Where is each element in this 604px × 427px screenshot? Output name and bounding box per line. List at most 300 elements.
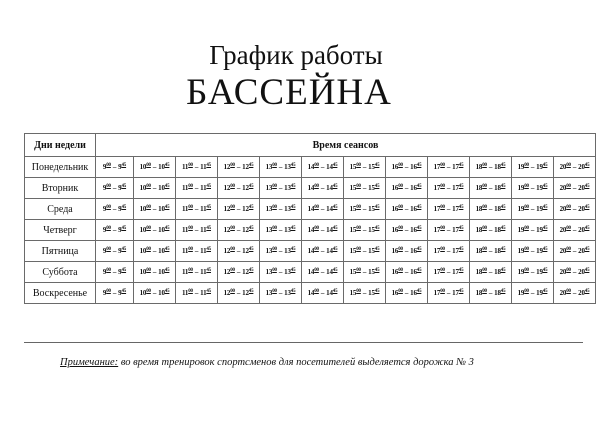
session-end-minutes: 45 [248,268,254,273]
session-end-minutes: 45 [290,289,296,294]
session-cell [386,220,428,241]
session-start-hour: 10 [139,289,147,297]
session-cell [260,262,302,283]
session-end-minutes: 45 [584,163,590,168]
session-cell [554,178,596,199]
table-row [25,157,596,178]
session-dash: – [446,205,451,213]
session-dash: – [278,268,283,276]
session-end-minutes: 45 [500,163,506,168]
note [60,357,474,368]
session-end-minutes: 45 [584,184,590,189]
session-cell [386,199,428,220]
session-start-minutes: 00 [356,226,361,231]
session-start-hour: 13 [265,205,273,213]
title-text-schedule: График работы [209,40,383,70]
session-start-minutes: 00 [230,205,235,210]
session-dash: – [236,289,241,297]
session-dash: – [112,289,117,297]
session-start-minutes: 00 [524,268,529,273]
session-end-hour: 13 [284,289,291,297]
session-dash: – [112,226,117,234]
session-end-hour: 14 [326,163,333,171]
session-start-minutes: 00 [398,184,403,189]
session-start-hour: 13 [265,163,273,171]
session-start-minutes: 00 [106,205,111,210]
session-end-hour: 13 [284,268,291,276]
session-end-hour: 16 [410,205,417,213]
session-dash: – [362,205,367,213]
session-start-hour: 14 [307,289,315,297]
session-cell [218,241,260,262]
session-end-hour: 20 [578,205,585,213]
session-end-hour: 13 [284,163,291,171]
session-end-minutes: 45 [458,226,464,231]
session-start-minutes: 00 [566,184,571,189]
session-end-minutes: 45 [542,226,548,231]
session-start-minutes: 00 [272,163,277,168]
session-end-minutes: 45 [458,268,464,273]
session-start-hour: 17 [433,205,441,213]
session-cell [386,241,428,262]
session-start-hour: 10 [139,247,147,255]
session-dash: – [236,268,241,276]
session-end-minutes: 45 [542,205,548,210]
session-start-hour: 20 [559,205,567,213]
session-cell [470,178,512,199]
session-end-minutes: 45 [542,247,548,252]
session-end-minutes: 45 [416,289,422,294]
session-start-hour: 15 [349,205,357,213]
session-start-minutes: 00 [146,247,151,252]
session-cell [512,178,554,199]
session-start-hour: 11 [182,205,189,213]
session-end-hour: 14 [326,226,333,234]
session-end-minutes: 45 [416,226,422,231]
session-cell [554,241,596,262]
session-start-hour: 16 [391,289,399,297]
session-start-minutes: 00 [398,163,403,168]
session-cell [428,283,470,304]
session-end-minutes: 45 [542,184,548,189]
session-end-minutes: 45 [248,226,254,231]
table-row [25,262,596,283]
session-dash: – [404,163,409,171]
session-start-minutes: 00 [146,268,151,273]
table-row [25,241,596,262]
session-start-minutes: 00 [440,289,445,294]
session-end-hour: 19 [536,289,543,297]
session-start-minutes: 00 [356,205,361,210]
session-start-minutes: 00 [106,184,111,189]
session-cell [176,283,218,304]
session-cell [176,157,218,178]
session-dash: – [488,184,493,192]
session-start-minutes: 00 [188,205,193,210]
session-end-hour: 20 [578,184,585,192]
session-cell [260,283,302,304]
session-dash: – [404,289,409,297]
session-dash: – [488,247,493,255]
session-dash: – [446,226,451,234]
session-cell [386,283,428,304]
session-end-hour: 10 [158,268,165,276]
session-start-hour: 18 [475,205,483,213]
day-cell: Вторник [25,178,96,199]
session-cell [428,241,470,262]
session-end-hour: 16 [410,289,417,297]
session-cell [302,157,344,178]
session-dash: – [530,163,535,171]
session-dash: – [236,184,241,192]
session-end-minutes: 45 [290,247,296,252]
session-dash: – [112,205,117,213]
session-end-hour: 18 [494,226,501,234]
session-start-hour: 19 [517,163,525,171]
session-start-minutes: 00 [440,268,445,273]
session-end-hour: 9 [118,163,122,171]
session-start-hour: 14 [307,247,315,255]
session-start-hour: 12 [223,247,231,255]
session-start-hour: 9 [102,226,107,234]
session-start-minutes: 00 [398,247,403,252]
session-start-minutes: 00 [524,184,529,189]
session-cell [260,157,302,178]
session-end-hour: 17 [452,247,459,255]
session-dash: – [362,184,367,192]
session-cell [428,262,470,283]
session-start-hour: 20 [559,184,567,192]
session-start-minutes: 00 [524,226,529,231]
session-start-minutes: 00 [440,163,445,168]
note-text: во время тренировок спортсменов для посетителей выделяется дорожка № 3 [118,357,474,368]
session-end-hour: 18 [494,205,501,213]
session-start-hour: 15 [349,289,357,297]
session-cell [134,283,176,304]
session-start-hour: 14 [307,184,315,192]
session-start-minutes: 00 [524,289,529,294]
session-dash: – [194,163,199,171]
session-cell [134,199,176,220]
session-start-hour: 12 [223,226,231,234]
session-dash: – [530,184,535,192]
session-end-minutes: 45 [121,226,127,231]
session-end-hour: 15 [368,163,375,171]
session-cell [218,157,260,178]
session-end-hour: 10 [158,163,165,171]
session-end-hour: 14 [326,205,333,213]
session-end-minutes: 45 [164,163,170,168]
session-cell [344,283,386,304]
session-end-hour: 13 [284,247,291,255]
session-start-hour: 11 [182,268,189,276]
session-dash: – [488,163,493,171]
session-start-minutes: 00 [356,268,361,273]
session-end-hour: 20 [578,247,585,255]
session-dash: – [278,184,283,192]
session-start-hour: 11 [182,184,189,192]
session-end-minutes: 45 [332,226,338,231]
session-end-hour: 11 [200,184,207,192]
session-end-hour: 12 [242,247,249,255]
session-cell [176,220,218,241]
session-end-minutes: 45 [416,247,422,252]
session-start-minutes: 00 [482,289,487,294]
session-start-minutes: 00 [566,226,571,231]
session-end-hour: 15 [368,289,375,297]
session-end-minutes: 45 [164,205,170,210]
session-end-minutes: 45 [584,205,590,210]
session-end-minutes: 45 [416,184,422,189]
session-dash: – [446,268,451,276]
session-cell [96,220,134,241]
session-end-hour: 9 [118,226,122,234]
session-dash: – [278,163,283,171]
session-start-hour: 15 [349,226,357,234]
session-start-hour: 17 [433,184,441,192]
session-dash: – [152,247,157,255]
session-dash: – [446,163,451,171]
session-end-hour: 14 [326,289,333,297]
session-start-minutes: 00 [146,205,151,210]
session-start-minutes: 00 [314,226,319,231]
session-cell [302,199,344,220]
session-cell [386,262,428,283]
session-cell [134,178,176,199]
day-cell: Четверг [25,220,96,241]
header-sessions: Время сеансов [96,134,596,157]
session-cell [512,157,554,178]
session-end-minutes: 45 [206,226,211,231]
session-end-hour: 12 [242,184,249,192]
day-cell: Пятница [25,241,96,262]
session-dash: – [362,247,367,255]
session-start-hour: 15 [349,184,357,192]
session-cell [134,220,176,241]
session-end-minutes: 45 [416,268,422,273]
session-cell [470,220,512,241]
session-cell [218,283,260,304]
session-end-hour: 17 [452,268,459,276]
session-end-hour: 19 [536,247,543,255]
session-dash: – [236,226,241,234]
session-end-minutes: 45 [584,226,590,231]
session-end-hour: 17 [452,163,459,171]
session-start-minutes: 00 [566,289,571,294]
session-cell [428,220,470,241]
session-end-minutes: 45 [332,247,338,252]
session-end-minutes: 45 [542,163,548,168]
table-row [25,283,596,304]
session-start-hour: 14 [307,268,315,276]
session-cell [554,199,596,220]
session-start-minutes: 00 [230,268,235,273]
session-cell [134,157,176,178]
session-end-minutes: 45 [374,205,380,210]
session-end-hour: 16 [410,247,417,255]
session-dash: – [572,268,577,276]
session-dash: – [194,268,199,276]
session-start-hour: 14 [307,205,315,213]
session-start-minutes: 00 [566,247,571,252]
header-days: Дни недели [25,134,96,157]
session-end-minutes: 45 [206,205,211,210]
session-end-hour: 18 [494,268,501,276]
session-start-minutes: 00 [188,184,193,189]
session-end-minutes: 45 [374,226,380,231]
session-start-minutes: 00 [398,226,403,231]
session-start-minutes: 00 [440,247,445,252]
session-end-minutes: 45 [332,163,338,168]
session-dash: – [446,289,451,297]
session-cell [344,178,386,199]
table-row [25,199,596,220]
session-start-minutes: 00 [482,205,487,210]
session-end-hour: 11 [200,268,207,276]
session-end-minutes: 45 [121,247,127,252]
session-cell [470,283,512,304]
session-end-minutes: 45 [542,268,548,273]
session-end-hour: 18 [494,289,501,297]
session-start-hour: 19 [517,226,525,234]
session-end-minutes: 45 [290,163,296,168]
session-cell [176,241,218,262]
session-dash: – [530,226,535,234]
session-end-minutes: 45 [206,163,211,168]
session-end-minutes: 45 [248,184,254,189]
session-end-minutes: 45 [458,184,464,189]
session-dash: – [152,268,157,276]
session-end-hour: 18 [494,184,501,192]
session-dash: – [572,247,577,255]
session-cell [96,157,134,178]
session-dash: – [572,184,577,192]
session-end-minutes: 45 [248,289,254,294]
session-dash: – [194,247,199,255]
session-cell [428,157,470,178]
session-dash: – [572,205,577,213]
session-start-hour: 16 [391,205,399,213]
session-end-hour: 10 [158,184,165,192]
session-start-hour: 15 [349,268,357,276]
session-end-hour: 16 [410,268,417,276]
session-start-hour: 18 [475,247,483,255]
session-end-hour: 13 [284,226,291,234]
session-cell [470,241,512,262]
session-dash: – [194,289,199,297]
session-start-hour: 9 [102,268,107,276]
session-end-minutes: 45 [206,289,211,294]
session-start-minutes: 00 [146,226,151,231]
session-dash: – [194,184,199,192]
session-start-hour: 9 [102,205,107,213]
session-start-hour: 19 [517,247,525,255]
session-dash: – [488,226,493,234]
session-cell [176,178,218,199]
session-start-minutes: 00 [106,226,111,231]
session-end-minutes: 45 [248,247,254,252]
table-header-row [25,134,596,157]
session-start-hour: 17 [433,289,441,297]
session-dash: – [488,205,493,213]
session-end-hour: 20 [578,163,585,171]
session-end-minutes: 45 [584,247,590,252]
session-start-hour: 12 [223,184,231,192]
session-cell [344,241,386,262]
session-dash: – [194,205,199,213]
session-end-minutes: 45 [290,184,296,189]
session-start-hour: 17 [433,163,441,171]
session-dash: – [572,163,577,171]
schedule-table [24,133,596,304]
session-start-minutes: 00 [230,289,235,294]
session-end-minutes: 45 [332,184,338,189]
session-dash: – [112,184,117,192]
session-start-minutes: 00 [230,226,235,231]
session-cell [554,157,596,178]
session-end-minutes: 45 [584,289,590,294]
session-start-hour: 17 [433,226,441,234]
session-dash: – [362,268,367,276]
session-start-minutes: 00 [314,247,319,252]
session-end-minutes: 45 [332,289,338,294]
session-start-minutes: 00 [398,289,403,294]
session-cell [302,283,344,304]
session-dash: – [530,268,535,276]
session-end-minutes: 45 [121,184,127,189]
session-dash: – [152,289,157,297]
session-dash: – [320,205,325,213]
session-cell [470,262,512,283]
session-end-minutes: 45 [458,205,464,210]
session-end-minutes: 45 [374,289,380,294]
session-start-minutes: 00 [314,205,319,210]
session-cell [218,262,260,283]
session-start-hour: 12 [223,268,231,276]
session-cell [470,157,512,178]
session-dash: – [404,268,409,276]
session-dash: – [236,205,241,213]
session-start-hour: 16 [391,226,399,234]
session-start-hour: 11 [182,289,189,297]
session-end-hour: 15 [368,205,375,213]
session-end-hour: 11 [200,226,207,234]
session-cell [260,178,302,199]
session-cell [512,220,554,241]
session-cell [96,178,134,199]
day-cell: Суббота [25,262,96,283]
session-dash: – [278,226,283,234]
session-cell [302,220,344,241]
session-start-hour: 15 [349,163,357,171]
session-start-minutes: 00 [146,184,151,189]
session-start-minutes: 00 [146,289,151,294]
session-cell [218,178,260,199]
session-end-minutes: 45 [416,205,422,210]
session-start-minutes: 00 [272,289,277,294]
session-start-hour: 16 [391,247,399,255]
session-cell [512,262,554,283]
session-cell [260,241,302,262]
session-dash: – [194,226,199,234]
day-cell: Среда [25,199,96,220]
session-dash: – [446,184,451,192]
session-start-hour: 12 [223,205,231,213]
session-start-hour: 9 [102,163,107,171]
session-end-minutes: 45 [458,247,464,252]
session-start-hour: 17 [433,247,441,255]
session-end-hour: 17 [452,205,459,213]
